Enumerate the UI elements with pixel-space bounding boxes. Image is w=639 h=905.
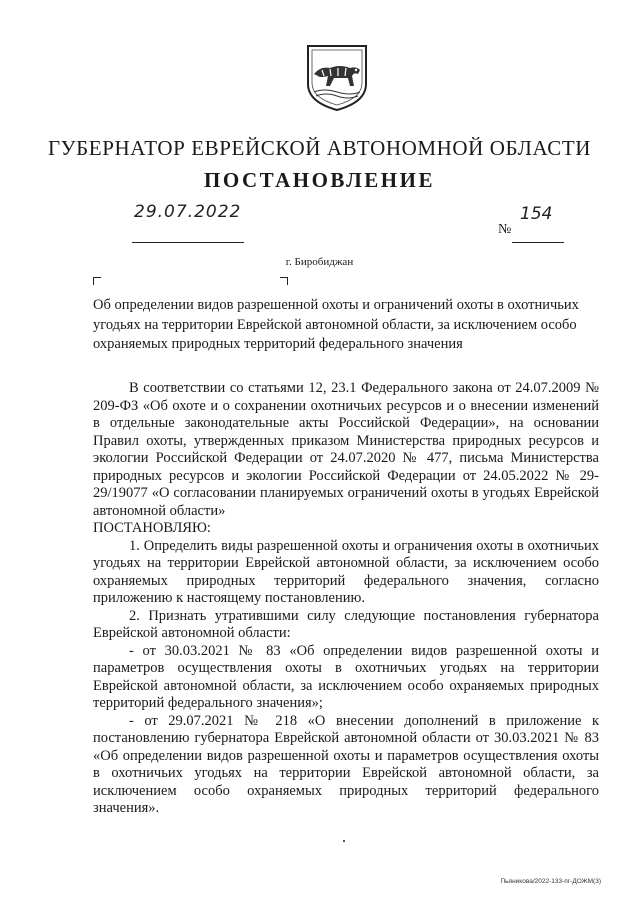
date-underline	[132, 220, 244, 243]
footer-code: Пьяникова/2022-133-пг-ДОЖМ(3)	[500, 878, 601, 885]
document-type: ПОСТАНОВЛЕНИЕ	[204, 168, 435, 192]
handwritten-date: 29.07.2022	[134, 202, 242, 222]
subject-title: Об определении видов разрешенной охоты и ограничений охоты в охотничьих угодьях на территории Еврейской автономной области, за исключением особо охраняемых природных территорий федерального значения	[93, 297, 579, 352]
number-prefix: №	[498, 222, 512, 237]
city-label: г. Биробиджан	[285, 256, 354, 268]
governor-title: ГУБЕРНАТОР ЕВРЕЙСКОЙ АВТОНОМНОЙ ОБЛАСТИ	[47, 136, 592, 160]
handwritten-number: 154	[520, 204, 553, 224]
item-2a-paragraph: - от 30.03.2021 № 83 «Об определении видов разрешенной охоты и параметров осуществления охоты в охотничьих угодьях на территории Еврейской автономной области, за исключением особо охраняемых природных территорий федерального значения»;	[93, 642, 599, 711]
scan-dot	[343, 840, 345, 842]
subject-corner-right	[280, 277, 288, 285]
item-1-paragraph: 1. Определить виды разрешенной охоты и ограничения охоты в охотничьих угодьях на территории Еврейской автономной области, за исключением особо охраняемых природных территорий федерального значения, согласно приложению к настоящему постановлению.	[93, 537, 599, 606]
item-2b-paragraph: - от 29.07.2021 № 218 «О внесении дополнений в приложение к постановлению губернатора Еврейской автономной области от 30.03.2021 № 83 «Об определении видов разрешенной охоты и параметров осуществления охоты в охотничьих угодьях на территории Еврейской автономной области, за исключением особо охраняемых природных территорий федерального значения».	[93, 712, 599, 816]
preamble-paragraph: В соответствии со статьями 12, 23.1 Федерального закона от 24.07.2009 № 209-ФЗ «Об охоте и о сохранении охотничьих ресурсов и о внесении изменений в отдельные законодательные акты Российской Федерации», на основании Правил охоты, утвержденных приказом Министерства природных ресурсов и экологии Российской Федерации от 24.07.2020 № 477, письма Министерства природных ресурсов и экологии Российской Федерации от 24.05.2022 № 29-29/19077 «О согласовании планируемых ограничений охоты в угодьях Еврейской автономной области»	[93, 380, 599, 519]
decree-word: ПОСТАНОВЛЯЮ:	[93, 520, 211, 536]
item-2-paragraph: 2. Признать утратившими силу следующие постановления губернатора Еврейской автономной области:	[93, 607, 599, 641]
coat-of-arms-icon	[300, 40, 374, 114]
document-body	[93, 380, 599, 818]
subject-corner-left	[93, 277, 101, 285]
